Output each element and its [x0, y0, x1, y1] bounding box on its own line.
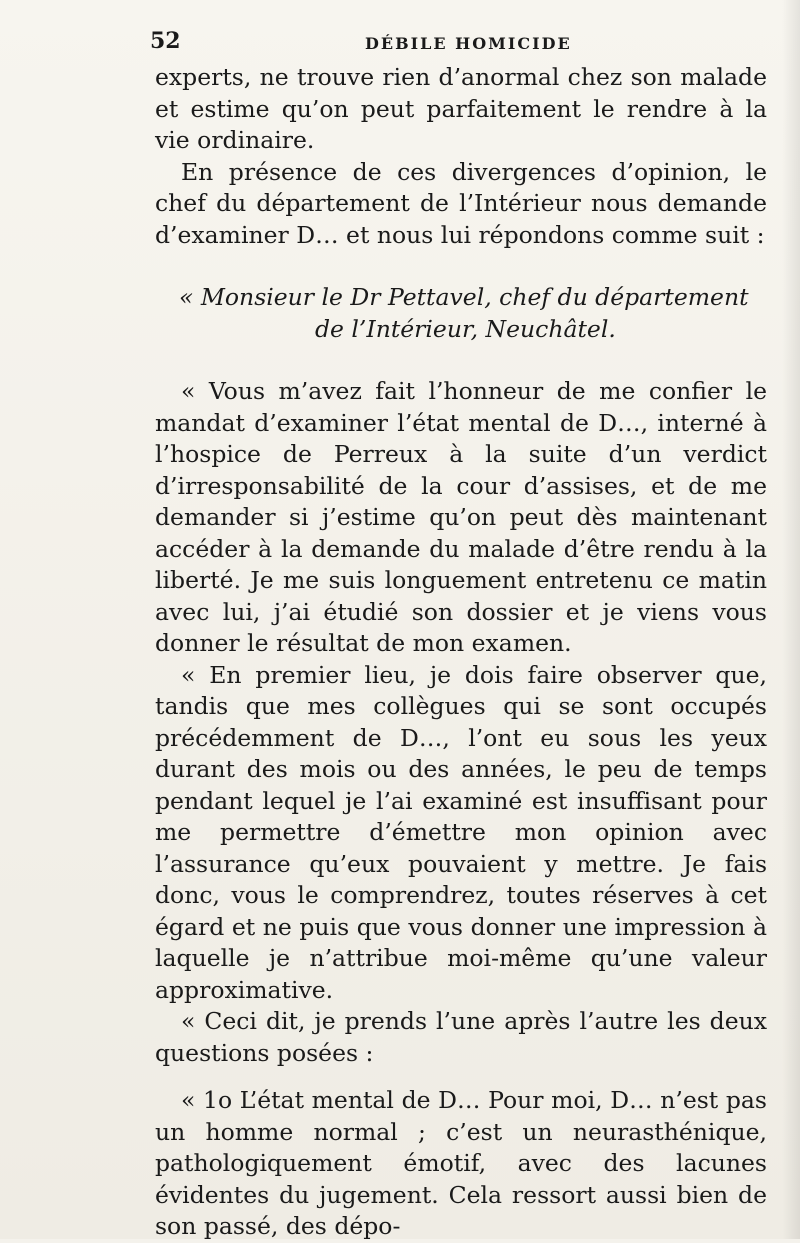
page-number: 52 [150, 28, 181, 54]
letter-address-line1: « Monsieur le Dr Pettavel, chef du département [179, 283, 749, 311]
running-head: DÉBILE HOMICIDE [365, 34, 572, 53]
paragraph-continuation: experts, ne trouve rien d’anormal chez son malade et estime qu’on peut parfaitement le rendre à la vie ordinaire. [155, 63, 767, 154]
body-text [155, 62, 767, 1243]
spacer [155, 251, 767, 282]
paragraph-reserves: « En premier lieu, je dois faire observer que, tandis que mes collègues qui se sont occupés précédemment de D…, l’ont eu sous les yeux durant des mois ou des années, le peu de temps pendant lequel je l’ai examiné est insuffisant pour me permettre d’émettre mon opinion avec l’assurance qu’eux pouvaient y mettre. Je fais donc, vous le comprendrez, toutes réserves à cet égard et ne puis que vous donner une impression à laquelle je n’attribue moi-même qu’une valeur approximative. [155, 660, 767, 1004]
spacer [155, 1069, 767, 1085]
page-header [150, 28, 770, 62]
spacer [155, 345, 767, 376]
paragraph-divergences: En présence de ces divergences d’opinion, le chef du département de l’Intérieur nous demande d’examiner D… et nous lui répondons comme suit : [155, 157, 767, 249]
paragraph-mental-state: « 1o L’état mental de D… Pour moi, D… n’est pas un homme normal ; c’est un neurasthénique, pathologiquement émotif, avec des lacunes évidentes du jugement. Cela ressort aussi bien de son passé, des dépo- [155, 1086, 767, 1240]
letter-address-line2: de l’Intérieur, Neuchâtel. [315, 314, 616, 343]
paragraph-mandate: « Vous m’avez fait l’honneur de me confier le mandat d’examiner l’état mental de D…, interné à l’hospice de Perreux à la suite d’un verdict d’irresponsabilité de la cour d’assises, et de me demander si j’estime qu’on peut dès maintenant accéder à la demande du malade d’être rendu à la liberté. Je me suis longuement entretenu ce matin avec lui, j’ai étudié son dossier et je viens vous donner le résultat de mon examen. [155, 377, 767, 657]
paragraph-questions: « Ceci dit, je prends l’une après l’autre les deux questions posées : [155, 1007, 767, 1067]
page-edge-shadow [782, 0, 800, 1239]
